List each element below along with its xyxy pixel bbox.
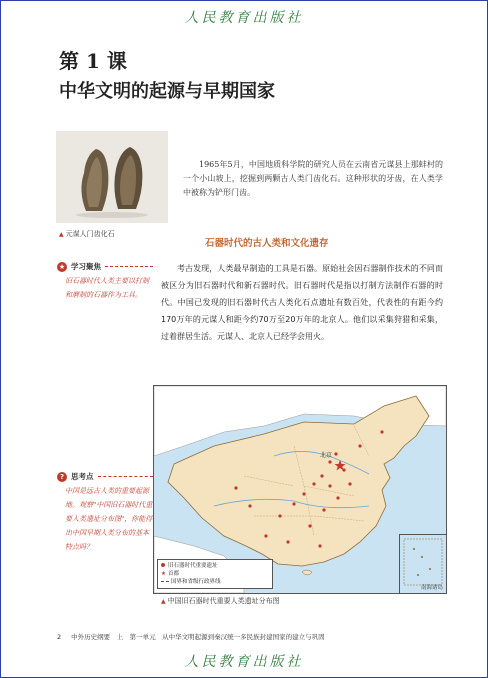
body-paragraph: 考古发现，人类最早制造的工具是石器。原始社会因石器制作技术的不同而被区分为旧石器时代和新石器时代。旧石器时代是指以打制方法制作石器的时代。中国已发现的旧石器时代古人类化石点遗址有数百处，代表性的有距今约170万年的元谋人和距今约70万至20万年的北京人。他们以采集狩猎和采集，过着群居生活。元谋人、北京人已经学会用火。 [161, 264, 443, 341]
publisher-footer: 人民教育出版社 [184, 654, 304, 670]
publisher-header: 人民教育出版社 [184, 10, 304, 26]
page-number: 2 [57, 633, 62, 641]
inset-label: 南海诸岛 [420, 585, 443, 591]
border-line-icon [161, 581, 169, 582]
section-heading: 石器时代的古人类和文化遗存 [205, 238, 329, 249]
capital-star-legend-icon: ★ [161, 571, 166, 577]
map-legend: 旧石器时代重要遗址 ★ 首都 国界和省级行政界线 [157, 559, 273, 589]
caption-triangle-icon: ▲ [161, 598, 166, 605]
note-body: 旧石器时代人类主要以打制和磨制的石器作为工具。 [65, 277, 149, 299]
lesson-title: 中华文明的起源与早期国家 [59, 81, 275, 102]
note-title: 学习聚焦 [71, 262, 101, 271]
map-label-beijing: 北京 [320, 452, 333, 459]
map-caption: ▲ 中国旧石器时代重要人类遗址分布图 [161, 597, 280, 605]
note-title: 思考点 [71, 472, 94, 481]
dashed-divider [105, 266, 153, 267]
question-icon: ? [57, 472, 67, 482]
photo-caption: ▲ 元谋人门齿化石 [59, 230, 115, 238]
south-china-sea-inset [399, 534, 446, 593]
dashed-divider [98, 476, 154, 477]
paleolithic-sites-map [153, 385, 447, 594]
note-body: 中国是远古人类的重要起源地。观察"中国旧石器时代重要人类遗址分布图"，你能得出中国早期人类分布的基本特点吗？ [65, 487, 153, 551]
caption-triangle-icon: ▲ [59, 231, 64, 238]
intro-paragraph: 1965年5月，中国地质科学院的研究人员在云南省元谋县上那蚌村的一个小山坡上，挖掘到两颗古人类门齿化石。这种形状的牙齿，在人类学中被称为铲形门齿。 [183, 160, 443, 197]
page-footer [57, 632, 325, 641]
think-point-note [57, 471, 153, 554]
footer-text: 中外历史纲要 上 第一单元 从中华文明起源到秦汉统一多民族封建国家的建立与巩固 [71, 633, 325, 641]
fossil-teeth-photo [56, 131, 168, 223]
lesson-number: 第 1 课 [59, 49, 127, 73]
star-icon: ★ [58, 262, 66, 271]
study-focus-note [57, 261, 153, 302]
site-dot-icon [161, 563, 165, 567]
